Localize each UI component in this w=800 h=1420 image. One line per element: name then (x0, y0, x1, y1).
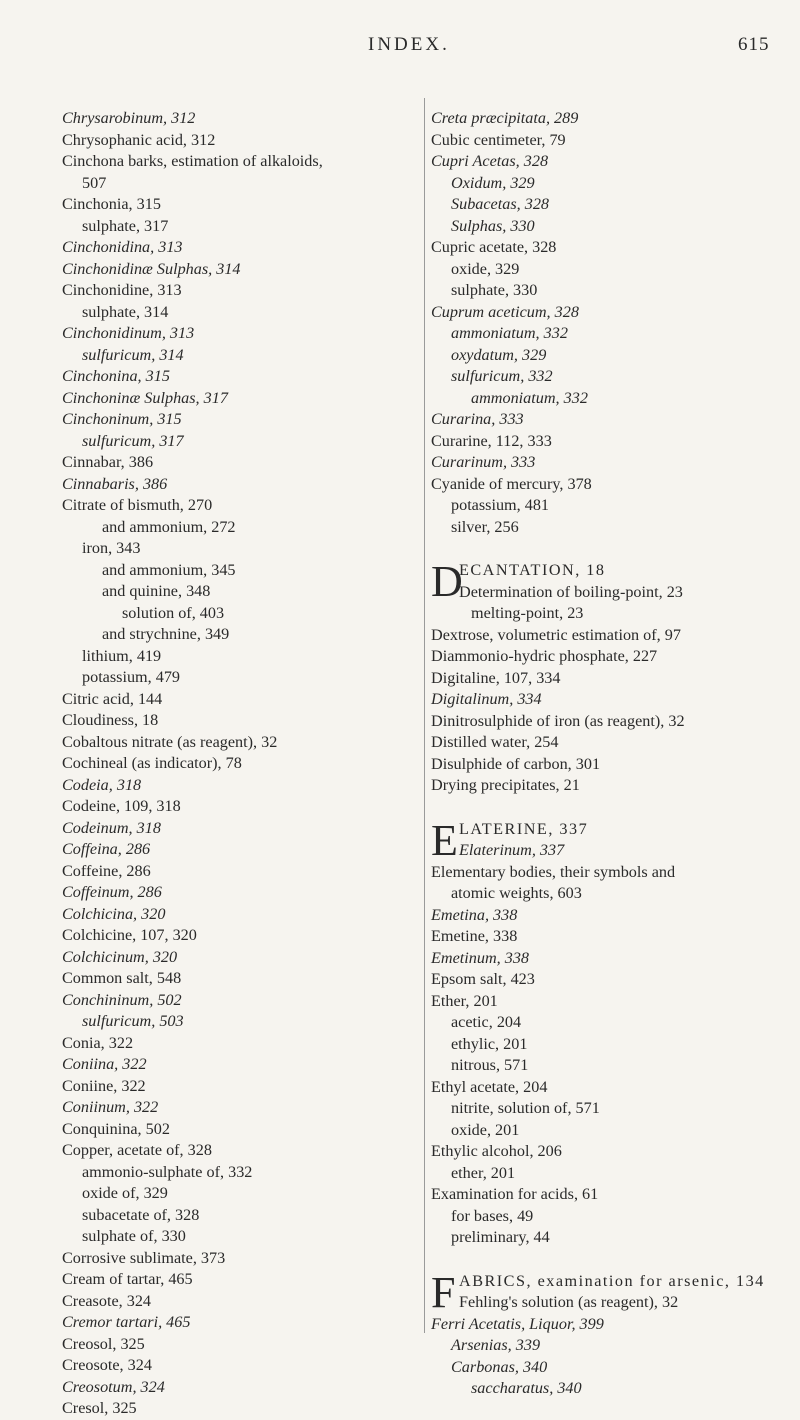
index-entry: sulfuricum, 317 (82, 431, 184, 450)
index-entry: subacetate of, 328 (82, 1205, 200, 1224)
index-entry: sulfuricum, 314 (82, 345, 184, 364)
index-entry: sulphate of, 330 (82, 1227, 186, 1245)
index-entry: Oxidum, 329 (451, 173, 535, 192)
c-entries-continued (431, 108, 786, 538)
page-number: 615 (738, 34, 770, 55)
index-entry: ECANTATION, 18 (459, 561, 606, 579)
index-entry: nitrous, 571 (451, 1056, 529, 1074)
drop-cap-d: D (431, 557, 463, 606)
index-entry: Elaterinum, 337 (459, 841, 565, 859)
index-entry: Sulphas, 330 (451, 216, 535, 235)
index-entry: and ammonium, 345 (102, 560, 236, 579)
index-entry: atomic weights, 603 (451, 884, 582, 902)
index-entry: Examination for acids, 61 (431, 1185, 599, 1203)
index-entry: sulphate, 330 (451, 281, 538, 299)
index-entry: Coniinum, 322 (62, 1098, 159, 1116)
index-entry: Conia, 322 (62, 1033, 134, 1052)
index-entry: Subacetas, 328 (451, 195, 550, 213)
index-entry: Cinnabaris, 386 (62, 474, 168, 493)
index-entry: Cream of tartar, 465 (62, 1270, 193, 1288)
index-entry: Digitalinum, 334 (431, 690, 542, 708)
index-entry: saccharatus, 340 (471, 1379, 582, 1397)
index-entry: Curarina, 333 (431, 410, 524, 428)
index-entry: Cupri Acetas, 328 (431, 152, 549, 170)
index-entry: Coffeina, 286 (62, 840, 151, 858)
index-entry: Codeine, 109, 318 (62, 797, 181, 815)
index-entry: oxide, 201 (451, 1120, 520, 1139)
index-entry: Cinchonidina, 313 (62, 238, 183, 256)
index-entry: Chrysarobinum, 312 (62, 109, 196, 127)
index-entry: melting-point, 23 (471, 604, 584, 622)
index-entry: Determination of boiling-point, 23 (459, 582, 683, 601)
section-d-heading (431, 557, 786, 606)
index-entry: ammoniatum, 332 (451, 324, 568, 342)
index-entry: potassium, 479 (82, 668, 181, 686)
index-entry: Fehling's solution (as reagent), 32 (459, 1293, 679, 1311)
index-entry: Cinnabar, 386 (62, 453, 154, 471)
index-entry: ammoniatum, 332 (471, 388, 588, 407)
running-head (0, 34, 800, 64)
index-entry: Cupric acetate, 328 (431, 238, 557, 256)
index-entry: Chrysophanic acid, 312 (62, 130, 216, 149)
index-entry: Cresol, 325 (62, 1399, 137, 1417)
d-entries (431, 603, 786, 797)
index-entry: Citrate of bismuth, 270 (62, 496, 213, 514)
index-entry: potassium, 481 (451, 496, 550, 514)
index-entry: Colchicina, 320 (62, 904, 166, 923)
index-entry: Corrosive sublimate, 373 (62, 1248, 226, 1267)
index-entry: silver, 256 (451, 517, 519, 536)
index-entry: Carbonas, 340 (451, 1357, 548, 1376)
column-divider (424, 98, 425, 1333)
index-entry: Cuprum aceticum, 328 (431, 302, 579, 321)
left-column (62, 108, 412, 1420)
index-entry: for bases, 49 (451, 1206, 534, 1225)
f-entries (431, 1314, 786, 1400)
index-entry: sulphate, 317 (82, 216, 169, 235)
drop-cap-e: E (431, 815, 458, 865)
index-entry: iron, 343 (82, 539, 141, 557)
index-entry: Common salt, 548 (62, 969, 182, 987)
drop-cap-f: F (431, 1267, 456, 1317)
index-entry: Creosol, 325 (62, 1334, 145, 1353)
index-entry: oxide of, 329 (82, 1184, 168, 1202)
index-entry: Coniine, 322 (62, 1076, 146, 1095)
index-entry: Cobaltous nitrate (as reagent), 32 (62, 732, 278, 751)
index-entry: Curarine, 112, 333 (431, 431, 552, 450)
index-entry: Cinchona barks, estimation of alkaloids, (62, 152, 323, 170)
index-entry: LATERINE, 337 (459, 819, 589, 838)
index-entry: Cyanide of mercury, 378 (431, 474, 592, 493)
index-entry: sulphate, 314 (82, 302, 169, 321)
index-entry: Ferri Acetatis, Liquor, 399 (431, 1314, 604, 1333)
index-entry: Coffeine, 286 (62, 861, 151, 880)
index-entry: Dextrose, volumetric estimation of, 97 (431, 625, 681, 644)
index-entry: nitrite, solution of, 571 (451, 1099, 600, 1117)
index-entry: and strychnine, 349 (102, 625, 230, 643)
index-entry: and ammonium, 272 (102, 517, 236, 536)
index-entry: ethylic, 201 (451, 1034, 528, 1053)
index-entry: Coffeinum, 286 (62, 883, 162, 901)
index-entry: Cinchonidinum, 313 (62, 324, 195, 342)
index-entry: Curarinum, 333 (431, 453, 536, 471)
index-entry: Citric acid, 144 (62, 689, 163, 708)
section-d (431, 557, 786, 797)
index-entry: Cinchoninæ Sulphas, 317 (62, 388, 228, 407)
index-entry: Emetine, 338 (431, 927, 518, 945)
index-entry: acetic, 204 (451, 1013, 522, 1031)
index-entry: ABRICS, examination for arsenic, 134 (459, 1271, 765, 1290)
index-entry: Cinchoninum, 315 (62, 410, 182, 428)
index-entry: Cremor tartari, 465 (62, 1313, 191, 1331)
index-entry: Cinchonidinæ Sulphas, 314 (62, 259, 241, 278)
section-e (431, 815, 786, 1249)
index-entry: oxydatum, 329 (451, 345, 547, 364)
index-entry: sulfuricum, 332 (451, 367, 553, 385)
index-entry: Emetina, 338 (431, 905, 518, 924)
right-column (431, 108, 786, 1400)
section-f (431, 1267, 786, 1400)
index-entry: Drying precipitates, 21 (431, 776, 580, 794)
index-entry: Diammonio-hydric phosphate, 227 (431, 647, 658, 665)
index-entry: 507 (82, 173, 107, 192)
index-entry: Creta præcipitata, 289 (431, 109, 579, 127)
index-entry: and quinine, 348 (102, 582, 211, 600)
index-entry: Digitaline, 107, 334 (431, 668, 561, 687)
index-entry: Cubic centimeter, 79 (431, 130, 566, 149)
index-entry: lithium, 419 (82, 646, 162, 665)
index-entry: Ethyl acetate, 204 (431, 1077, 548, 1096)
index-entry: Colchicine, 107, 320 (62, 926, 197, 944)
index-entry: Dinitrosulphide of iron (as reagent), 32 (431, 711, 685, 730)
index-entry: oxide, 329 (451, 259, 520, 278)
index-entry: Creosotum, 324 (62, 1377, 165, 1396)
index-entry: Epsom salt, 423 (431, 970, 535, 988)
index-entry: ether, 201 (451, 1163, 516, 1182)
index-entry: Elementary bodies, their symbols and (431, 862, 676, 881)
index-entry: Emetinum, 338 (431, 948, 530, 967)
index-entry: Conquinina, 502 (62, 1119, 170, 1138)
index-entry: Disulphide of carbon, 301 (431, 754, 601, 773)
index-entry: Cinchonidine, 313 (62, 281, 182, 299)
index-entry: Cinchonina, 315 (62, 367, 170, 385)
index-entry: Cochineal (as indicator), 78 (62, 754, 242, 772)
index-entry: solution of, 403 (122, 603, 225, 622)
section-e-heading (431, 815, 786, 865)
running-title: INDEX. (368, 34, 450, 55)
index-entry: Distilled water, 254 (431, 733, 559, 751)
index-entry: Arsenias, 339 (451, 1336, 541, 1354)
index-entry: sulfuricum, 503 (82, 1012, 184, 1030)
index-entry: Coniina, 322 (62, 1055, 147, 1073)
index-entry: Ether, 201 (431, 991, 498, 1010)
section-f-heading (431, 1267, 786, 1317)
index-entry: ammonio-sulphate of, 332 (82, 1162, 253, 1181)
index-entry: Creosote, 324 (62, 1356, 152, 1374)
index-entry: Ethylic alcohol, 206 (431, 1142, 562, 1160)
index-entry: Conchininum, 502 (62, 990, 182, 1009)
index-entry: Codeinum, 318 (62, 818, 161, 837)
index-entry: Codeia, 318 (62, 775, 142, 794)
index-entry: Copper, acetate of, 328 (62, 1141, 212, 1159)
index-entry: Creasote, 324 (62, 1291, 152, 1310)
index-entry: Cloudiness, 18 (62, 711, 159, 729)
index-entry: Cinchonia, 315 (62, 195, 161, 213)
index-entry: Colchicinum, 320 (62, 947, 178, 966)
e-entries (431, 862, 786, 1249)
index-entry: preliminary, 44 (451, 1228, 550, 1246)
